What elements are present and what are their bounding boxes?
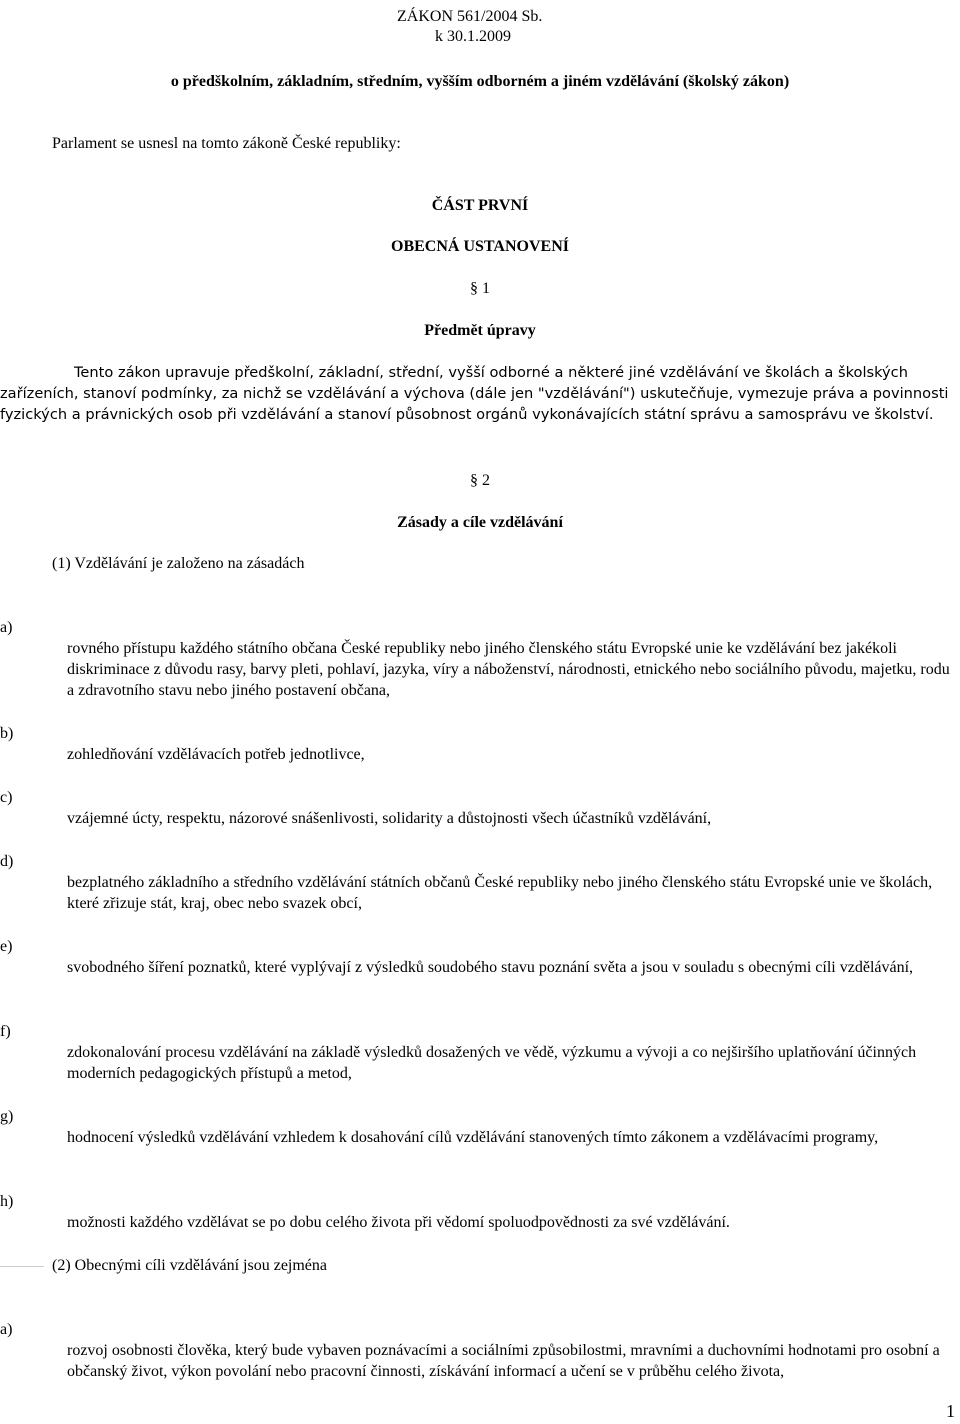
- part-number: ČÁST PRVNÍ: [431, 197, 529, 214]
- item-letter: d): [0, 853, 14, 870]
- item-letter: a): [0, 1321, 13, 1338]
- part-title: OBECNÁ USTANOVENÍ: [391, 238, 569, 255]
- item-letter: b): [0, 725, 14, 742]
- section-1-heading: Předmět úpravy: [424, 322, 536, 339]
- item-text: rozvoj osobnosti člověka, který bude vybaven poznávacími a sociálními způsobilostmi, mravními a duchovními hodnotami pro osobní a občanský život, výkon povolání nebo pracovní činnosti, získávání informací a učení se v průběhu celého života,: [67, 1342, 940, 1380]
- item-text: zohledňování vzdělávacích potřeb jednotlivce,: [67, 746, 365, 763]
- law-date: k 30.1.2009: [435, 28, 511, 45]
- item-letter: a): [0, 619, 13, 636]
- item-letter: h): [0, 1193, 14, 1210]
- law-subject: o předškolním, základním, středním, vyšším odborném a jiném vzdělávání (školský zákon): [170, 73, 790, 90]
- item-text: zdokonalování procesu vzdělávání na základě výsledků dosažených ve vědě, výzkumu a vývoji a co nejširšího uplatňování účinných moderních pedagogických přístupů a metod,: [67, 1044, 917, 1082]
- item-letter: c): [0, 789, 13, 806]
- paragraph-2-intro: (2) Obecnými cíli vzdělávání jsou zejména: [52, 1257, 328, 1274]
- item-text: hodnocení výsledků vzdělávání vzhledem k dosahování cílů vzdělávání stanovených tímto zákonem a vzdělávacími programy,: [67, 1129, 879, 1146]
- section-2-heading: Zásady a cíle vzdělávání: [397, 514, 563, 531]
- item-text: vzájemné úcty, respektu, názorové snášenlivosti, solidarity a důstojnosti všech účastníků vzdělávání,: [67, 810, 712, 827]
- section-1-body: Tento zákon upravuje předškolní, základní, střední, vyšší odborné a některé jiné vzdělávání ve školách a školských zařízeních, stanoví podmínky, za nichž se vzdělávání a výchova (dále jen "vzdělávání") uskutečňuje, vymezuje práva a povinnosti fyzických a právnických osob při vzdělávání a stanoví působnost orgánů vykonávajících státní správu a samosprávu ve školství.: [0, 364, 949, 423]
- item-letter: g): [0, 1108, 14, 1125]
- item-text: rovného přístupu každého státního občana České republiky nebo jiného členského státu Evropské unie ke vzdělávání bez jakékoli diskriminace z důvodu rasy, barvy pleti, pohlaví, jazyka, víry a náboženství, národnosti, etnického nebo sociálního původu, majetku, rodu a zdravotního stavu nebo jiného postavení občana,: [67, 640, 950, 699]
- divider: [0, 1266, 44, 1267]
- item-letter: f): [0, 1023, 11, 1040]
- preamble: Parlament se usnesl na tomto zákoně České republiky:: [52, 135, 401, 152]
- page-number: 1: [946, 1401, 955, 1421]
- paragraph-1-intro: (1) Vzdělávání je založeno na zásadách: [52, 555, 305, 572]
- item-text: svobodného šíření poznatků, které vyplývají z výsledků soudobého stavu poznání světa a jsou v souladu s obecnými cíli vzdělávání,: [67, 959, 914, 976]
- item-text: možnosti každého vzdělávat se po dobu celého života při vědomí spoluodpovědnosti za své vzdělávání.: [67, 1214, 730, 1231]
- law-title: ZÁKON 561/2004 Sb.: [397, 8, 543, 25]
- item-letter: e): [0, 938, 13, 955]
- item-text: bezplatného základního a středního vzdělávání státních občanů České republiky nebo jiného členského státu Evropské unie ve školách, které zřizuje stát, kraj, obec nebo svazek obcí,: [67, 874, 933, 912]
- section-1-mark: § 1: [470, 280, 490, 297]
- section-1-text: [0, 362, 958, 425]
- section-2-mark: § 2: [470, 472, 490, 489]
